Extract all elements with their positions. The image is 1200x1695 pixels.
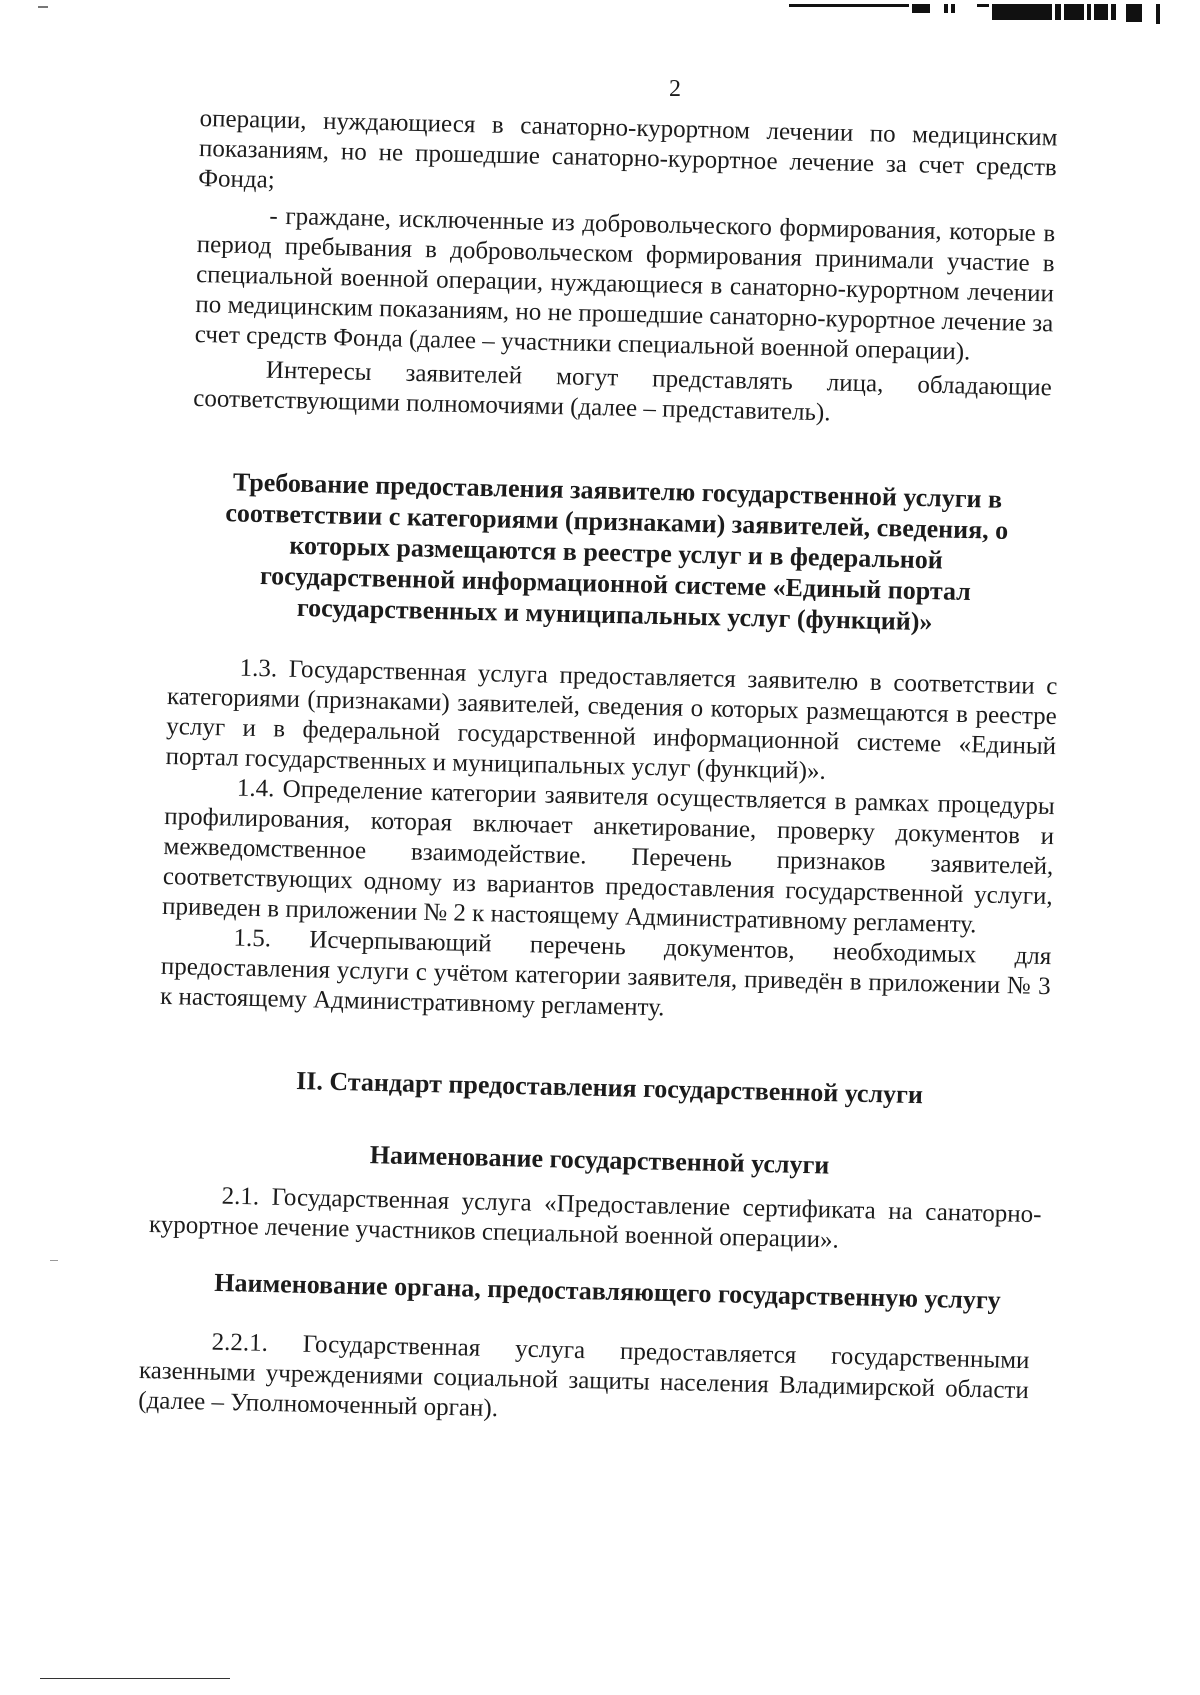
paragraph-2-1: 2.1. Государственная услуга «Предоставление сертификата на санаторно-курортное лечение участников специальной военной операции». xyxy=(148,1182,1042,1254)
scan-artifact-bars xyxy=(786,4,1160,24)
intro-paragraph-2: - граждане, исключенные из добровольческого формирования, которые в период пребывания в добровольческом формирования принимали участие в специальной военной операции, нуждающиеся в санаторно-курортном лечении по медицинским показаниям, но не прошедшие санаторно-курортное лечение за счет средств Фонда (далее – участники специальной военной операции). xyxy=(194,202,1056,366)
paragraph-1-5: 1.5. Исчерпывающий перечень документов, необходимых для предоставления услуги с учётом категории заявителя, приведён в приложении № 3 к настоящему Административному регламенту. xyxy=(159,924,1052,1022)
paragraph-1-4: 1.4. Определение категории заявителя осуществляется в рамках процедуры профилирования, которая включает анкетирование, проверку документов и межведомственное взаимодействие. Перечень признаков заявителей, соответствующих одному из вариантов предоставления государственной услуги, приведен в приложении № 2 к настоящему Административному регламенту. xyxy=(161,774,1056,939)
intro-text xyxy=(193,104,1058,433)
section-heading-requirement: Требование предоставления заявителю государственной услуги в соответствии с категориями (признаками) заявителей, сведения, о которых размещаются в реестре услуг и в федеральной государственной информационной системе «Единый портал государственных и муниципальных услуг (функций)» xyxy=(225,467,1009,637)
section-heading-ii: II. Стандарт предоставления государственной услуги xyxy=(295,1066,924,1110)
paragraph-2-2-1: 2.2.1. Государственная услуга предоставляется государственными казенными учреждениями социальной защиты населения Владимирской области (далее – Уполномоченный орган). xyxy=(138,1328,1030,1423)
scan-artifact-line xyxy=(40,1678,230,1679)
page-number: 2 xyxy=(669,76,681,102)
heading-organ: Наименование органа, предоставляющего государственную услугу xyxy=(214,1267,1002,1315)
paragraph-1-3: 1.3. Государственная услуга предоставляется заявителю в соответствии с категориями (признаками) заявителей, сведения о которых размещаются в реестре услуг и в федеральной государственной информационной системе «Единый портал государственных и муниципальных услуг (функций)». xyxy=(165,654,1058,785)
intro-paragraph-1: операции, нуждающиеся в санаторно-курортном лечении по медицинским показаниям, но не прошедшие санаторно-курортное лечение за счет средств Фонда; xyxy=(198,104,1058,194)
scan-artifact xyxy=(38,6,48,8)
section-1-text xyxy=(160,652,1058,1032)
scan-artifact-tick xyxy=(50,1260,58,1261)
intro-paragraph-3: Интересы заявителей могут представлять лица, обладающие соответствующими полномочиями (далее – представитель). xyxy=(193,356,1053,427)
heading-service-name: Наименование государственной услуги xyxy=(369,1140,830,1180)
